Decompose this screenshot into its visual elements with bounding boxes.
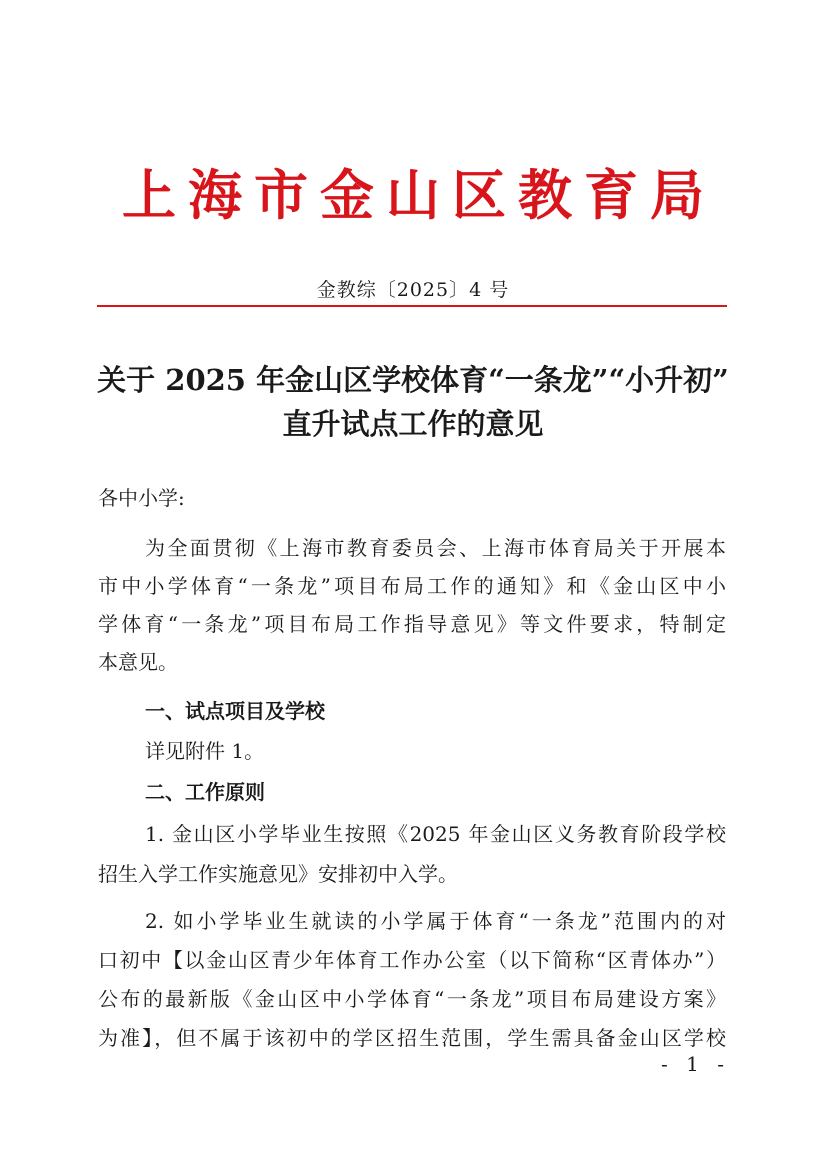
- salutation: 各中小学:: [98, 486, 185, 510]
- document-number: 金教综〔2025〕4 号: [316, 279, 510, 301]
- issuing-authority-title: 上海市金山区教育局: [122, 163, 716, 227]
- intro-line-1: 为全面贯彻《上海市教育委员会、上海市体育局关于开展本: [145, 536, 726, 560]
- item-2-line-3: 公布的最新版《金山区中小学体育“一条龙”项目布局建设方案》: [98, 987, 726, 1011]
- section-1-text: 详见附件 1。: [145, 739, 265, 763]
- intro-line-3: 学体育“一条龙”项目布局工作指导意见》等文件要求，特制定: [98, 612, 726, 636]
- page-number: - 1 -: [661, 1052, 730, 1076]
- item-2-line-2: 口初中【以金山区青少年体育工作办公室（以下简称“区青体办”）: [98, 948, 726, 972]
- intro-line-4: 本意见。: [98, 650, 178, 674]
- item-1-line-1: 1. 金山区小学毕业生按照《2025 年金山区义务教育阶段学校: [145, 822, 726, 846]
- item-2-line-4: 为准】，但不属于该初中的学区招生范围，学生需具备金山区学校: [98, 1026, 726, 1050]
- section-heading-1: 一、试点项目及学校: [145, 699, 325, 723]
- red-divider-line: [97, 305, 727, 307]
- item-1-line-2: 招生入学工作实施意见》安排初中入学。: [98, 862, 458, 886]
- section-heading-2: 二、工作原则: [145, 780, 265, 804]
- document-title-line-1: 关于 2025 年金山区学校体育“一条龙”“小升初”: [97, 363, 729, 397]
- item-2-line-1: 2. 如小学毕业生就读的小学属于体育“一条龙”范围内的对: [145, 909, 726, 933]
- document-title: [90, 358, 736, 446]
- intro-line-2: 市中小学体育“一条龙”项目布局工作的通知》和《金山区中小: [98, 574, 726, 598]
- document-title-line-2: 直升试点工作的意见: [282, 407, 544, 441]
